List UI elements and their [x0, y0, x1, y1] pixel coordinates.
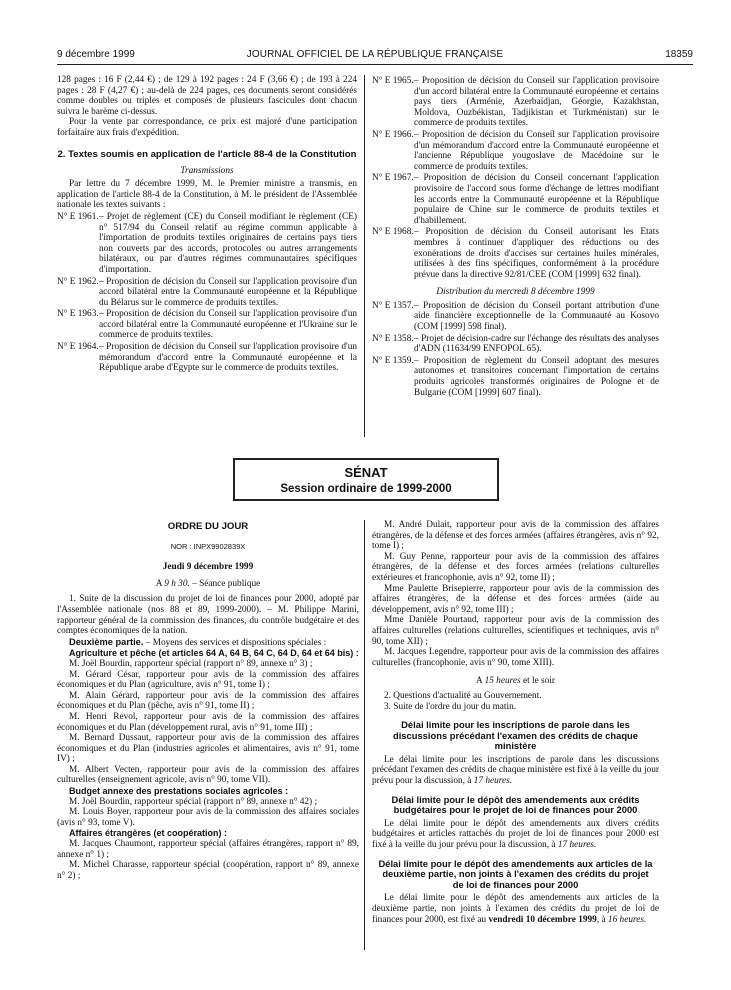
rapporteur-line: M. Joël Bourdin, rapporteur spécial (rapport n° 89, annexe n° 3) ; — [69, 658, 313, 669]
section-heading-88-4: 2. Textes soumis en application de l'article 88-4 de la Constitution — [57, 148, 357, 160]
delai-amendements-credits-text — [372, 819, 659, 851]
ordre-du-jour-heading: ORDRE DU JOUR — [167, 521, 249, 532]
page-header — [57, 49, 693, 63]
delai-amendements-articles-body: Le délai limite pour le dépôt des amendements aux articles de la deuxième partie, non joints à l'examen des crédits du projet de loi de finances pour 2000, est fixé au — [372, 893, 659, 925]
text-item-number: N° E 1961. — [57, 211, 99, 222]
text-item — [372, 227, 659, 280]
texts-list — [57, 212, 357, 374]
agriculture-list — [57, 659, 359, 786]
column-divider-top — [364, 75, 365, 437]
text-item-number: N° E 1962. — [57, 276, 99, 287]
texts-list-3 — [372, 301, 659, 398]
text-item — [372, 130, 659, 172]
item-3-text: 3. Suite de l'ordre du jour du matin. — [384, 701, 517, 712]
text-item-description: – Proposition de décision du Conseil sur l'application provisoire d'un accord bilatéral entre la Communauté européenne et la République du Bélarus sur le commerce de produits textiles. — [99, 276, 357, 308]
text-item — [57, 212, 357, 276]
deuxieme-partie-line — [57, 637, 359, 649]
nor-reference: NOR : INPX9902839X — [170, 541, 246, 551]
delai-amendements-credits-time: 17 heures. — [557, 840, 597, 851]
distribution-subheading: Distribution du mercredi 8 décembre 1999 — [436, 287, 595, 298]
text-item-number: N° E 1965. — [372, 76, 414, 86]
senat-title: SÉNAT — [344, 465, 388, 480]
rapporteur-line: M. Jacques Legendre, rapporteur pour avis de la commission des affaires culturelles (francophonie, avis n° 90, tome XIII). — [372, 647, 659, 668]
text-item-number: N° E 1967. — [372, 173, 414, 184]
delai-amendements-credits-heading: Délai limite pour le dépôt des amendements aux crédits budgétaires pour le projet de loi de finances pour 2000 — [391, 793, 640, 816]
delai-amendements-articles-date: vendredi 10 décembre 1999 — [488, 914, 597, 925]
rapporteur-line: M. Henri Revol, rapporteur pour avis de la commission des affaires économiques et du Plan (développement rural, avis n° 91, tome III) ; — [57, 711, 359, 733]
delai-inscriptions-time: 17 heures. — [473, 776, 513, 787]
rapporteur-line: M. Joël Bourdin, rapporteur spécial (rapport n° 89, annexe n° 42) ; — [69, 796, 318, 807]
vente-text: Pour la vente par correspondance, ce prix est majoré d'une participation forfaitaire aux frais d'expédition. — [57, 117, 357, 138]
text-item-number: N° E 1968. — [372, 227, 414, 238]
header-date: 9 décembre 1999 — [57, 49, 135, 60]
delai-amendements-credits-body: Le délai limite pour le dépôt des amendements aux divers crédits budgétaires et articles rattachés du projet de loi de finances pour 2000 est fixé à la veille du jour prévu pour la discussion, à — [372, 818, 659, 851]
text-item-number: N° E 1966. — [372, 129, 414, 140]
date-heading: Jeudi 9 décembre 1999 — [162, 562, 254, 573]
top-left-column — [57, 75, 357, 374]
top-right-column — [372, 75, 659, 398]
rapporteur-line: M. Guy Penne, rapporteur pour avis de la commission des affaires étrangères, de la défense et des forces armées (relations culturelles extérieures et francophonie, avis n° 92, tome II) ; — [372, 551, 659, 583]
lettre-text: Par lettre du 7 décembre 1999, M. le Premier ministre a transmis, en application de l'article 88-4 de la Constitution, à M. le président de l'Assemblée nationale les textes suivants : — [57, 179, 357, 211]
afternoon-time-value: 15 heures — [484, 676, 521, 687]
afternoon-time — [372, 676, 659, 687]
text-item-number: N° E 1358. — [372, 333, 414, 344]
deuxieme-partie-label: Deuxième partie. — [69, 636, 144, 647]
text-item — [372, 76, 659, 129]
text-item-description: – Proposition de décision du Conseil sur l'application provisoire d'un mémorandum d'accord entre la Communauté européenne et la République arabe d'Egypte sur le commerce de produits textiles. — [99, 342, 357, 374]
header-page-number: 18359 — [665, 49, 693, 60]
text-item-number: N° E 1357. — [372, 300, 414, 311]
header-journal-title: JOURNAL OFFICIEL DE LA RÉPUBLIQUE FRANÇAISE — [246, 49, 504, 60]
bottom-left-column — [57, 520, 359, 881]
rapporteur-line: M. Bernard Dussaut, rapporteur pour avis de la commission des affaires économiques et du Plan (industries agricoles et alimentaires, avis n° 91, tome IV) ; — [57, 733, 359, 765]
text-item-description: – Projet de décision-cadre sur l'échange des résultats des analyses d'ADN (11634/99 ENFOPOL 65). — [414, 333, 659, 355]
senat-subtitle: Session ordinaire de 1999-2000 — [280, 483, 452, 495]
text-item-description: – Projet de règlement (CE) du Conseil modifiant le règlement (CE) n° 517/94 du Conseil relatif au régime commun applicable à l'importation de produits textiles originaires de certains pays tiers non couverts par des accords, protocoles ou autres arrangements bilatéraux, ou par d'autres régimes communautaires spécifiques d'importation. — [99, 211, 357, 275]
bottom-right-column — [372, 520, 659, 925]
text-item — [372, 356, 659, 398]
text-item — [372, 334, 659, 355]
rapporteur-line: M. Albert Vecten, rapporteur pour avis de la commission des affaires culturelles (enseignement agricole, avis n° 90, tome VII). — [57, 764, 359, 786]
header-rule — [57, 64, 693, 65]
price-text: 128 pages : 16 F (2,44 €) ; de 129 à 192 pages : 24 F (3,66 €) ; de 193 à 224 pages : 28 F (4,27 €) ; au-delà de 224 pages, ces documents seront considérés comme doubles ou triples et composés de plusieurs fascicules dont chacun suivra le barème ci-dessus. — [57, 75, 357, 117]
deuxieme-partie-rest: – Moyens des services et dispositions spéciales : — [145, 637, 327, 648]
text-item-description: – Proposition de décision du Conseil portant attribution d'une aide financière exceptionnelle de la Communauté au Kosovo (COM [1999] 598 final). — [414, 300, 659, 333]
rapporteur-line: Mme Paulette Brisepierre, rapporteur pour avis de la commission des affaires étrangères, de la défense et des forces armées (aide au développement, avis n° 92, tome III) ; — [372, 583, 659, 615]
delai-inscriptions-text — [372, 755, 659, 787]
rapporteur-line: M. Michel Charasse, rapporteur spécial (coopération, rapport n° 89, annexe n° 2) ; — [57, 860, 359, 881]
text-item — [372, 173, 659, 226]
column-divider-bottom — [364, 520, 365, 950]
budget-annexe-heading: Budget annexe des prestations sociales agricoles : — [69, 786, 289, 797]
delai-amendements-articles-time: 16 heures. — [607, 914, 647, 925]
delai-amendements-articles-sep: , à — [596, 914, 606, 925]
affaires-etrangeres-heading: Affaires étrangères (et coopération) : — [69, 828, 228, 839]
text-item-number: N° E 1964. — [57, 342, 99, 353]
afternoon-time-suffix: et le soir — [522, 676, 555, 687]
rapporteur-line: M. Jacques Chaumont, rapporteur spécial (affaires étrangères, rapport n° 89, annexe n° 1) ; — [57, 839, 359, 860]
seance-time-value: 9 h 30. — [164, 578, 190, 589]
delai-inscriptions-heading: Délai limite pour les inscriptions de parole dans les discussions précédant l'examen des crédits de chaque ministère — [392, 719, 639, 752]
rapporteur-line: Mme Danièle Pourtaud, rapporteur pour avis de la commission des affaires culturelles (relations culturelles, scientifiques et techniques, avis n° 90, tome XII) ; — [372, 615, 659, 647]
transmissions-subheading: Transmissions — [180, 165, 234, 176]
text-item-description: – Proposition de décision du Conseil concernant l'application provisoire de l'accord sous forme d'échange de lettres modifiant les accords entre la Communauté européenne et la République populaire de Chine sur le commerce de produits textiles et d'habillement. — [414, 173, 659, 226]
rapporteur-line: M. Louis Boyer, rapporteur pour avis de la commission des affaires sociales (avis n° 93, tome V). — [57, 807, 359, 828]
text-item-description: – Proposition de décision du Conseil sur l'application provisoire d'un accord bilatéral entre la Communauté européenne et certains pays tiers (Arménie, Azerbaïdjan, Géorgie, Kazakhstan, Moldova, Ouzbékistan, Tadjikistan et Turkménistan) sur le commerce de produits textiles. — [414, 76, 659, 129]
text-item — [372, 301, 659, 333]
texts-list-2 — [372, 76, 659, 280]
seance-time-suffix: – Séance publique — [192, 578, 261, 589]
text-item-description: – Proposition de décision du Conseil autorisant les Etats membres à continuer d'appliquer des réductions ou des exonérations de droits d'accises sur certaines huiles minérales, utilisées à des fins spécifiques, conformément à la procédure prévue dans la directive 92/81/CEE (COM [1999] 632 final). — [414, 227, 659, 280]
senat-title-box — [233, 458, 499, 501]
delai-amendements-articles-text — [372, 893, 659, 925]
item-2-text: 2. Questions d'actualité au Gouvernement. — [384, 690, 542, 701]
budget-annexe-list — [57, 797, 359, 829]
text-item-description: – Proposition de règlement du Conseil adoptant des mesures autonomes et transitoires concernant l'importation de certains produits agricoles transformés originaires de Pologne et de Bulgarie (COM [1999] 607 final). — [414, 355, 659, 398]
text-item — [57, 277, 357, 309]
afternoon-time-prefix: A — [476, 676, 483, 687]
rapporteur-line: M. Alain Gérard, rapporteur pour avis de la commission des affaires économiques et du Plan (pêche, avis n° 91, tome II) ; — [57, 690, 359, 712]
text-item — [57, 309, 357, 341]
seance-time-prefix: A — [155, 578, 162, 589]
text-item-description: – Proposition de décision du Conseil sur l'application provisoire d'un mémorandum d'accord entre la Communauté européenne et l'ancienne République yougoslave de Macédoine sur le commerce de produits textiles. — [414, 129, 659, 172]
affaires-etrangeres-list — [57, 839, 359, 881]
text-item-number: N° E 1359. — [372, 355, 414, 366]
rapporteur-line: M. André Dulait, rapporteur pour avis de la commission des affaires étrangères, de la défense et des forces armées (affaires étrangères, avis n° 92, tome I) ; — [372, 520, 659, 552]
agriculture-heading: Agriculture et pêche (et articles 64 A, 64 B, 64 C, 64 D, 64 et 64 bis) : — [69, 648, 359, 659]
text-item — [57, 342, 357, 374]
delai-inscriptions-body: Le délai limite pour les inscriptions de parole dans les discussions précédant l'examen des crédits de chaque ministère est fixé à la veille du jour prévu pour la discussion, à — [372, 754, 659, 787]
seance-time — [57, 579, 359, 590]
item-1-text: 1. Suite de la discussion du projet de loi de finances pour 2000, adopté par l'Assemblée nationale (nos 88 et 89, 1999-2000). – M. Philippe Marini, rapporteur général de la commission des finances, du contrôle budgétaire et des comptes économiques de la nation. — [57, 594, 359, 637]
rapporteurs-list — [372, 520, 659, 668]
delai-amendements-articles-heading: Délai limite pour le dépôt des amendements aux articles de la deuxième partie, non joints à l'examen des crédits du projet de loi de finances pour 2000 — [378, 857, 653, 890]
rapporteur-line: M. Gérard César, rapporteur pour avis de la commission des affaires économiques et du Plan (agriculture, avis n° 91, tome I) ; — [57, 669, 359, 691]
text-item-number: N° E 1963. — [57, 309, 99, 320]
text-item-description: – Proposition de décision du Conseil sur l'application provisoire d'un accord bilatéral entre la Communauté européenne et l'Ukraine sur le commerce de produits textiles. — [99, 309, 357, 341]
